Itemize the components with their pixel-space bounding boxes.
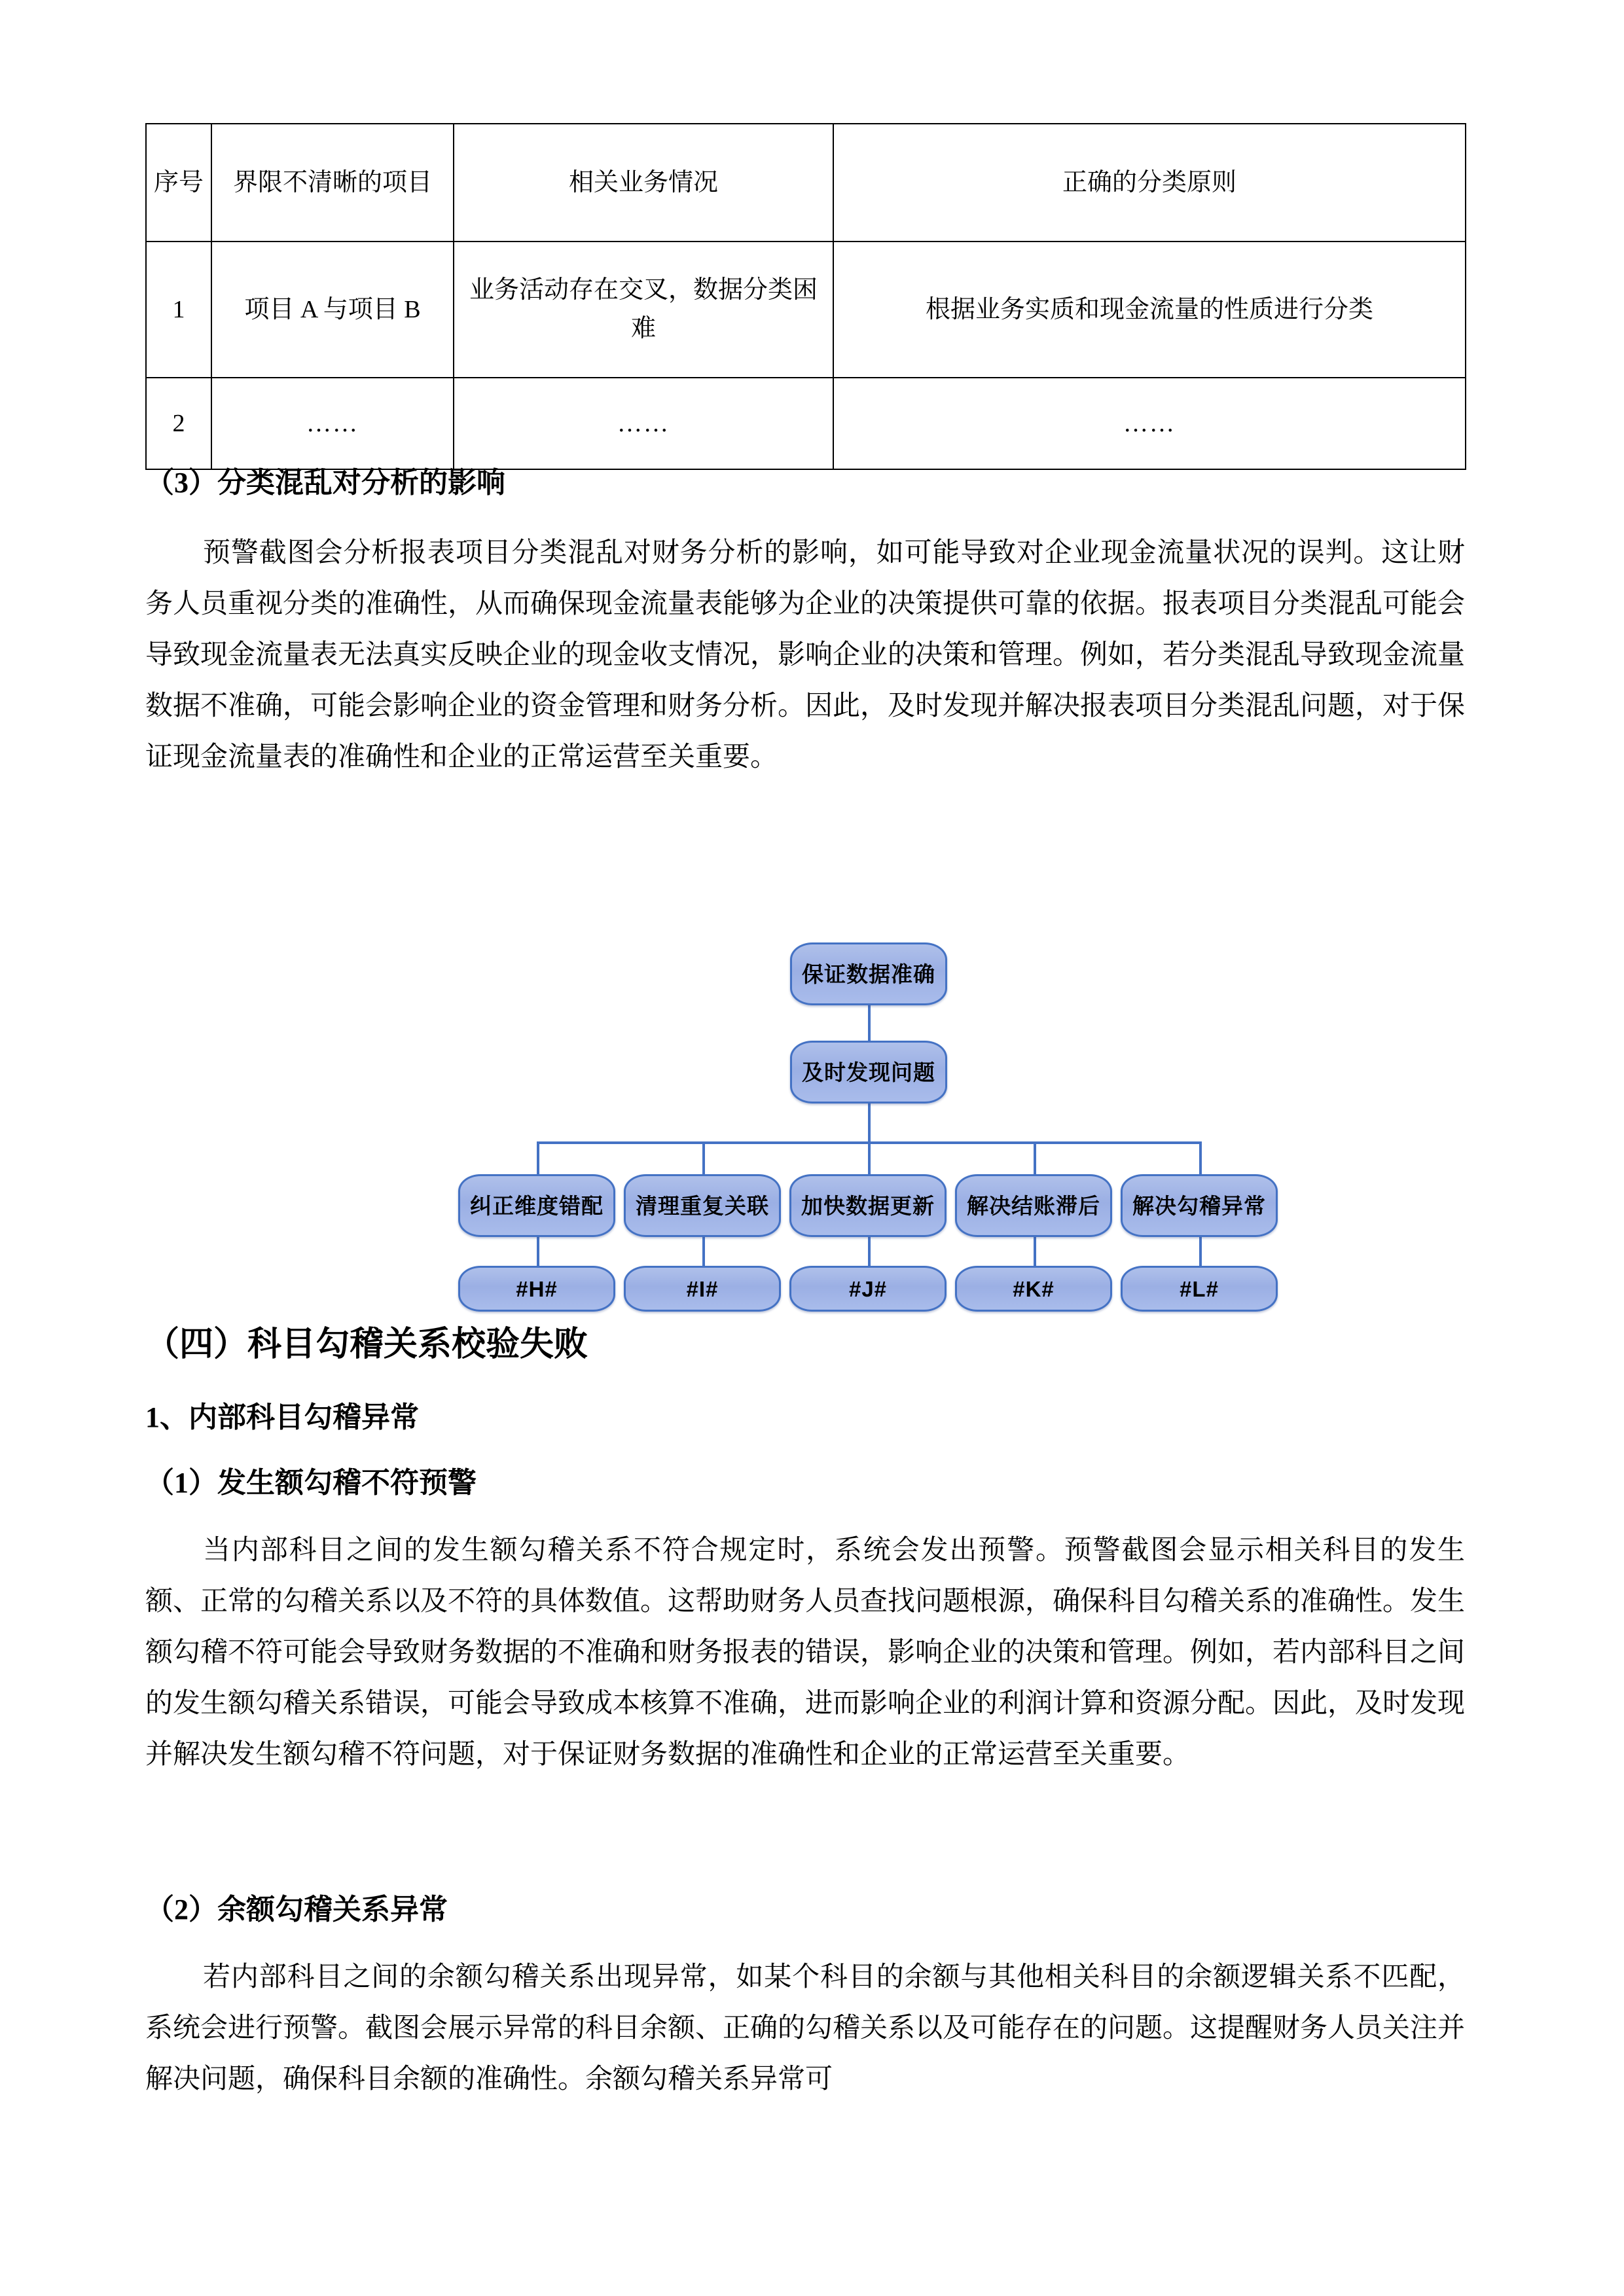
node-level4-4[interactable] [955,1266,1112,1312]
heading-section-four: （四）科目勾稽关系校验失败 [145,1326,588,1363]
connector-node2-to-leaf2 [702,1236,705,1267]
node-level4-5[interactable] [1121,1266,1278,1312]
node-level4-4-label: #K# [1013,1276,1055,1301]
table-row [146,378,1466,469]
node-level2-label: 及时发现问题 [802,1060,935,1085]
node-level4-3[interactable] [789,1266,947,1312]
heading-sub-2: （2）余额勾稽关系异常 [145,1893,448,1926]
connector-level2-to-bus [868,1102,871,1143]
node-level4-1[interactable] [458,1266,615,1312]
node-level3-3-label: 加快数据更新 [801,1193,935,1218]
node-level3-4[interactable] [955,1174,1112,1237]
node-level3-3[interactable] [789,1174,947,1237]
connector-node5-to-leaf5 [1199,1236,1202,1267]
node-level3-4-label: 解决结账滞后 [967,1193,1100,1218]
table-cell-item: …… [211,378,454,469]
flowchart-diagram [145,928,1465,1301]
table-header-label-no: 序号 [153,168,204,196]
connector-node3-to-leaf3 [868,1236,871,1267]
table-header-cell-item [211,124,454,242]
node-root-label: 保证数据准确 [802,961,935,986]
node-level4-1-label: #H# [516,1276,558,1301]
table-header-cell-no [146,124,211,242]
table-cell-no: 2 [146,378,211,469]
node-level4-5-label: #L# [1180,1276,1219,1301]
heading-classification-impact: （3）分类混乱对分析的影响 [145,467,505,499]
table-cell-principle: …… [833,378,1466,469]
node-level3-1-label: 纠正维度错配 [470,1193,604,1218]
heading-item-1: 1、内部科目勾稽异常 [145,1401,419,1433]
table-header-label-situation: 相关业务情况 [568,168,718,196]
table-cell-situation: 业务活动存在交叉，数据分类困难 [454,242,833,378]
paragraph-classification-impact: 预警截图会分析报表项目分类混乱对财务分析的影响，如可能导致对企业现金流量状况的误判。这让财务人员重视分类的准确性，从而确保现金流量表能够为企业的决策提供可靠的依据。报表项目分类混乱可能会导致现金流量表无法真实反映企业的现金收支情况，影响企业的决策和管理。例如，若分类混乱导致现金流量数据不准确，可能会影响企业的资金管理和财务分析。因此，及时发现并解决报表项目分类混乱问题，对于保证现金流量表的准确性和企业的正常运营至关重要。 [145,538,1466,772]
table-cell-principle: 根据业务实质和现金流量的性质进行分类 [833,242,1466,378]
paragraph-balance-check: 若内部科目之间的余额勾稽关系出现异常，如某个科目的余额与其他相关科目的余额逻辑关系不匹配，系统会进行预警。截图会展示异常的科目余额、正确的勾稽关系以及可能存在的问题。这提醒财务人员关注并解决问题，确保科目余额的准确性。余额勾稽关系异常可 [145,1962,1466,2094]
node-level3-5-label: 解决勾稽异常 [1132,1193,1266,1218]
node-level4-2[interactable] [624,1266,781,1312]
table-header-label-principle: 正确的分类原则 [1062,168,1236,196]
connector-node1-to-leaf1 [537,1236,539,1267]
node-level3-2-label: 清理重复关联 [636,1193,769,1218]
classification-table [145,123,1466,470]
table-header-label-item: 界限不清晰的项目 [232,168,432,196]
table-header-cell-principle [833,124,1466,242]
connector-node4-to-leaf4 [1034,1236,1036,1267]
node-level3-2[interactable] [624,1174,781,1237]
classification-table-wrapper [145,123,1465,470]
table-cell-situation: …… [454,378,833,469]
table-header-row [146,124,1466,242]
node-root[interactable] [790,942,947,1005]
paragraph-occurrence-check: 当内部科目之间的发生额勾稽关系不符合规定时，系统会发出预警。预警截图会显示相关科目的发生额、正常的勾稽关系以及不符的具体数值。这帮助财务人员查找问题根源，确保科目勾稽关系的准确性。发生额勾稽不符可能会导致财务数据的不准确和财务报表的错误，影响企业的决策和管理。例如，若内部科目之间的发生额勾稽关系错误，可能会导致成本核算不准确，进而影响企业的利润计算和资源分配。因此，及时发现并解决发生额勾稽不符问题，对于保证财务数据的准确性和企业的正常运营至关重要。 [145,1535,1466,1770]
node-level3-1[interactable] [458,1174,615,1237]
node-level4-2-label: #I# [686,1276,719,1301]
table-row [146,242,1466,378]
node-level3-5[interactable] [1121,1174,1278,1237]
table-header-cell-situation [454,124,833,242]
heading-sub-1: （1）发生额勾稽不符预警 [145,1467,477,1499]
node-level2[interactable] [790,1041,947,1103]
table-cell-item: 项目 A 与项目 B [211,242,454,378]
node-level4-3-label: #J# [848,1276,888,1301]
table-cell-no: 1 [146,242,211,378]
